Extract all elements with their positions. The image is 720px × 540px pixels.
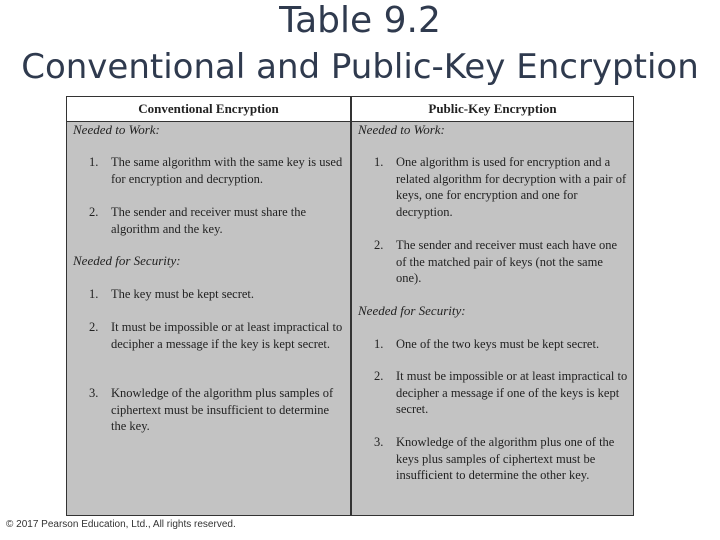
conventional-column bbox=[67, 97, 352, 515]
item-text: One of the two keys must be kept secret. bbox=[396, 337, 600, 351]
item-number: 2. bbox=[374, 238, 384, 252]
item-text: It must be impossible or at least impractical to decipher a message if one of the keys is kept secret. bbox=[396, 369, 628, 416]
list-item bbox=[374, 368, 628, 418]
list-item bbox=[89, 385, 347, 435]
conventional-work-label: Needed to Work: bbox=[73, 122, 160, 137]
list-item bbox=[89, 154, 347, 187]
item-text: Knowledge of the algorithm plus samples of ciphertext must be insufficient to determine the key. bbox=[111, 386, 334, 433]
item-text: It must be impossible or at least impractical to decipher a message if the key is kept secret. bbox=[111, 320, 343, 351]
list-item bbox=[89, 286, 347, 303]
item-text: The same algorithm with the same key is used for encryption and decryption. bbox=[111, 155, 343, 186]
item-text: One algorithm is used for encryption and a related algorithm for decryption with a pair of keys, one for encryption and one for decryption. bbox=[396, 155, 627, 219]
item-text: The sender and receiver must share the algorithm and the key. bbox=[111, 205, 307, 236]
conventional-header: Conventional Encryption bbox=[67, 97, 350, 122]
item-number: 3. bbox=[374, 435, 384, 449]
public-key-work-label: Needed to Work: bbox=[358, 122, 445, 137]
item-text: The sender and receiver must each have one of the matched pair of keys (not the same one). bbox=[396, 238, 618, 285]
item-number: 2. bbox=[374, 369, 384, 383]
list-item bbox=[89, 204, 347, 237]
list-item bbox=[89, 319, 347, 352]
item-number: 2. bbox=[89, 205, 99, 219]
slide-subtitle: Conventional and Public-Key Encryption bbox=[21, 47, 699, 87]
list-item bbox=[374, 336, 628, 353]
list-item bbox=[374, 237, 628, 287]
item-number: 1. bbox=[89, 155, 99, 169]
copyright-footer: © 2017 Pearson Education, Ltd., All rights reserved. bbox=[6, 519, 236, 530]
conventional-security-label: Needed for Security: bbox=[73, 253, 181, 268]
item-number: 1. bbox=[89, 287, 99, 301]
public-key-header: Public-Key Encryption bbox=[352, 97, 633, 122]
public-key-column bbox=[352, 97, 633, 515]
list-item bbox=[374, 434, 628, 484]
item-number: 3. bbox=[89, 386, 99, 400]
item-text: The key must be kept secret. bbox=[111, 287, 255, 301]
comparison-table bbox=[66, 96, 634, 516]
item-text: Knowledge of the algorithm plus one of the keys plus samples of ciphertext must be insufficient to determine the other key. bbox=[396, 435, 615, 482]
item-number: 1. bbox=[374, 337, 384, 351]
item-number: 1. bbox=[374, 155, 384, 169]
item-number: 2. bbox=[89, 320, 99, 334]
public-key-security-label: Needed for Security: bbox=[358, 303, 466, 318]
slide-title: Table 9.2 bbox=[279, 0, 441, 41]
list-item bbox=[374, 154, 628, 220]
